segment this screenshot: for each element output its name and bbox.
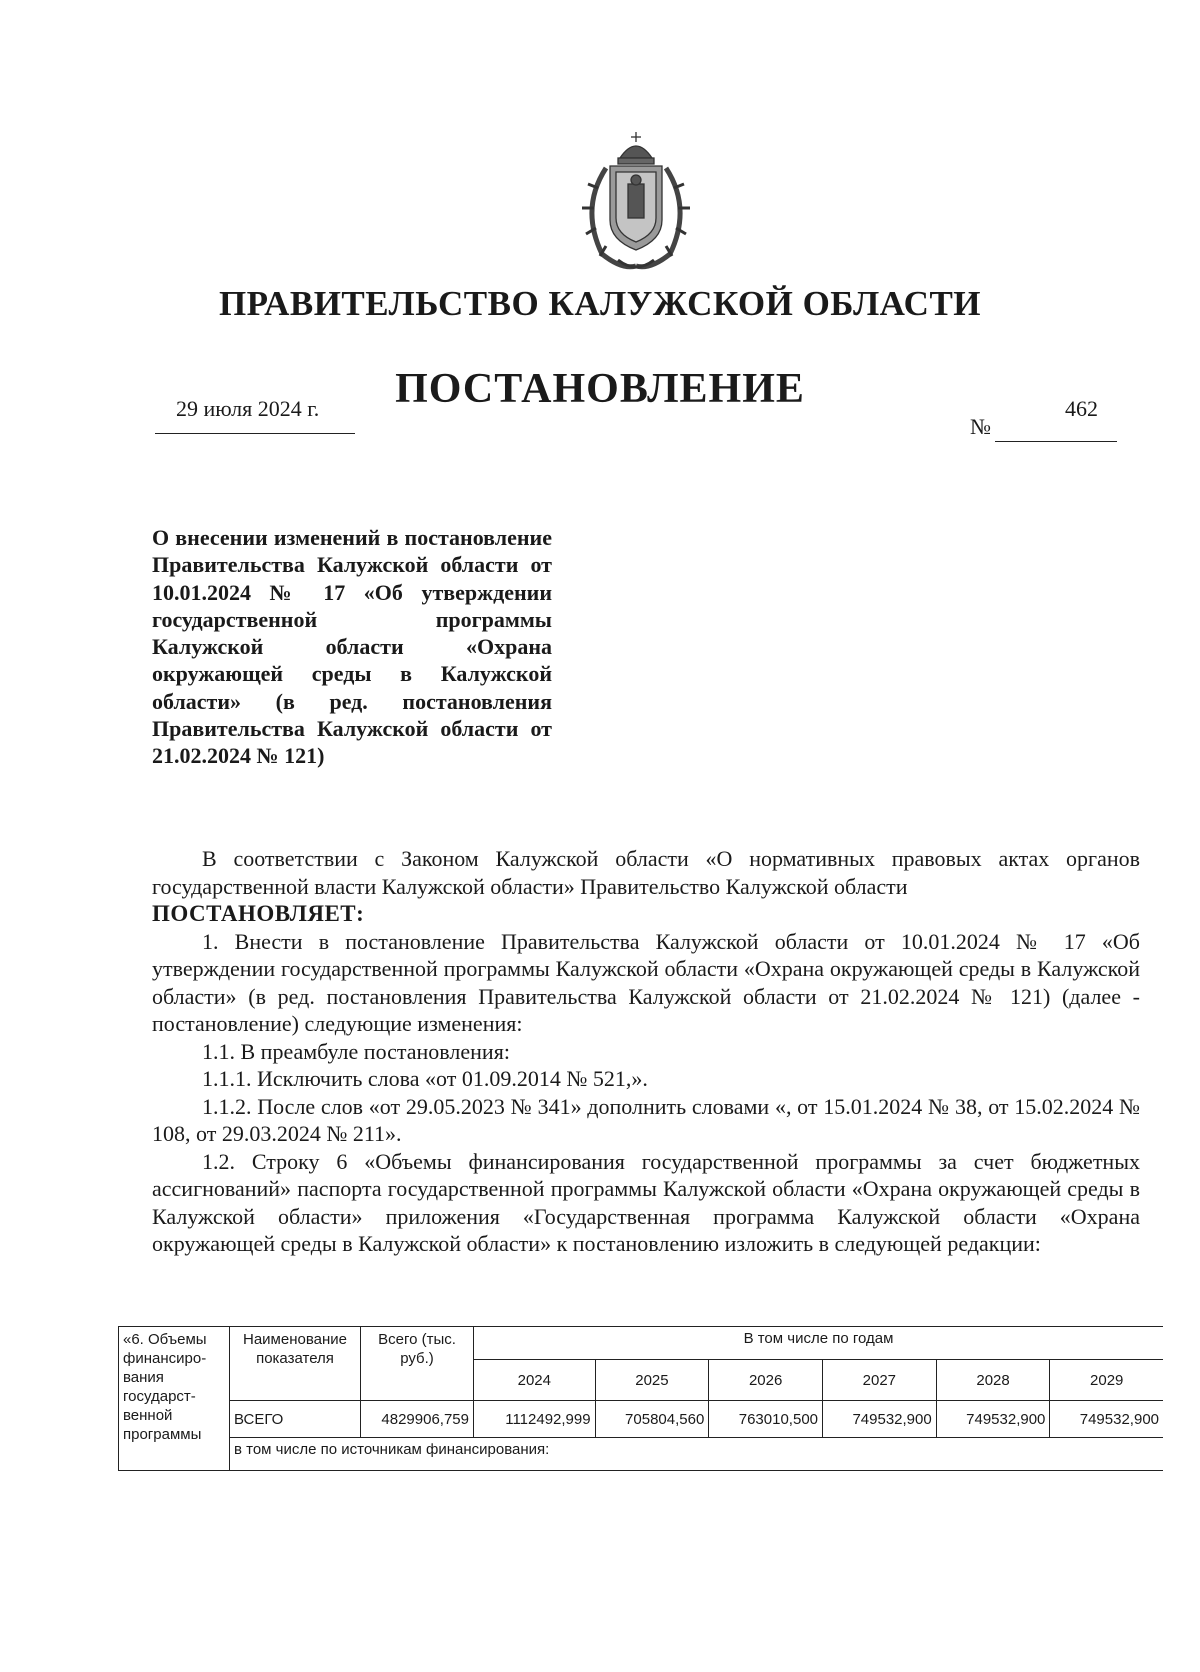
total-row-label: ВСЕГО [230,1401,361,1438]
item-paragraph: 1.1.2. После слов «от 29.05.2023 № 341» дополнить словами «, от 15.01.2024 № 38, от 15.02.2024 № 108, от 29.03.2024 № 211». [152,1093,1140,1146]
item-paragraph: 1.1. В преамбуле постановления: [202,1038,510,1064]
year-header-cell: 2026 [709,1360,823,1401]
year-header-cell: 2028 [936,1360,1050,1401]
organization-title: ПРАВИТЕЛЬСТВО КАЛУЖСКОЙ ОБЛАСТИ [218,284,982,323]
item-paragraph: 1. Внести в постановление Правительства Калужской области от 10.01.2024 № 17 «Об утверждении государственной программы Калужской области «Охрана окружающей среды в Калужской области» (в ред. постановления Правительства Калужской области от 21.02.2024 № 121) (далее - постановление) следующие изменения: [152,928,1140,1036]
coat-of-arms-emblem [558,128,714,274]
document-type-title: ПОСТАНОВЛЕНИЕ [395,366,805,412]
year-header-cell: 2027 [823,1360,937,1401]
year-value-cell: 749532,900 [823,1401,937,1438]
preamble-paragraph: В соответствии с Законом Калужской области «О нормативных правовых актах органов государственной власти Калужской области» Правительство Калужской области [152,846,1140,899]
item-paragraph: 1.2. Строку 6 «Объемы финансирования государственной программы за счет бюджетных ассигнований» паспорта государственной программы Калужской области «Охрана окружающей среды в Калужской области» приложения «Государственная программа Калужской области «Охрана окружающей среды в Калужской области» к постановлению изложить в следующей редакции: [152,1148,1140,1256]
table-header-years: В том числе по годам [474,1327,1164,1360]
year-header-cell: 2029 [1050,1360,1163,1401]
document-subject: О внесении изменений в постановление Правительства Калужской области от 10.01.2024 № 17 «Об утверждении государственной программы Калужской области «Охрана окружающей среды в Калужской области» (в ред. постановления Правительства Калужской области от 21.02.2024 № 121) [152,525,552,769]
year-value-cell: 749532,900 [1050,1401,1163,1438]
year-header-cell: 2024 [474,1360,596,1401]
sources-row-label: в том числе по источникам финансирования: [230,1438,1164,1471]
year-value-cell: 1112492,999 [474,1401,596,1438]
table-header-indicator: Наименование показателя [230,1327,361,1401]
item-paragraph: 1.1.1. Исключить слова «от 01.09.2014 № 521,». [202,1066,648,1091]
date-underline [155,433,355,434]
document-body [152,845,1140,1258]
number-underline [995,441,1117,442]
resolves-word: ПОСТАНОВЛЯЕТ: [152,901,365,926]
document-date: 29 июля 2024 г. [176,396,320,421]
number-sign: № [970,414,991,439]
year-value-cell: 763010,500 [709,1401,823,1438]
table-row-label: «6. Объемы финансиро-вания государст-венной программы [119,1327,230,1471]
year-value-cell: 749532,900 [936,1401,1050,1438]
table-row [119,1401,1164,1438]
year-header-cell: 2025 [595,1360,709,1401]
year-value-cell: 705804,560 [595,1401,709,1438]
table-header-total: Всего (тыс. руб.) [361,1327,474,1401]
financing-table [118,1326,1163,1471]
document-number: 462 [1065,396,1098,421]
total-row-sum: 4829906,759 [361,1401,474,1438]
